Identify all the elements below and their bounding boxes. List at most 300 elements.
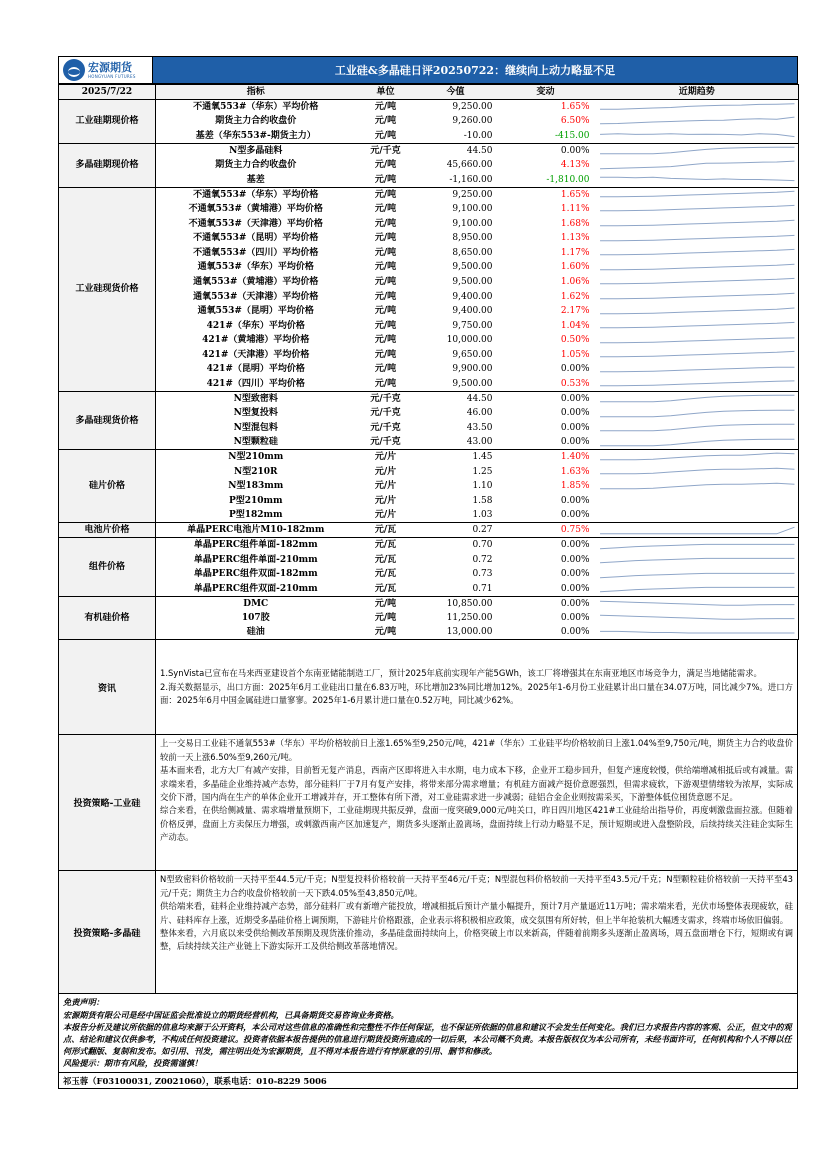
sparkline (598, 377, 797, 390)
disclaimer (58, 994, 798, 1072)
value-cell: 9,250.00 (452, 102, 493, 113)
unit-cell: 元/瓦 (356, 523, 416, 538)
unit-cell: 元/吨 (374, 335, 397, 346)
change-cell: 0.00% (560, 612, 590, 623)
change-cell: 1.40% (560, 452, 590, 463)
unit-cell: 元/瓦 (374, 540, 397, 551)
unit-cell: 元/千克 (370, 408, 401, 419)
sparkline (598, 421, 797, 434)
unit-cell: 元/吨 (374, 218, 397, 229)
change-cell: 0.00% (560, 598, 590, 609)
table-row (59, 304, 799, 319)
change-cell: 0.00% (496, 508, 596, 523)
date-header: 2025/7/22 (59, 85, 156, 100)
value-cell: 8,950.00 (452, 233, 493, 244)
disclaimer-heading: 免责声明： (63, 997, 104, 1008)
table-row (59, 435, 799, 450)
value-cell: 9,400.00 (452, 306, 493, 317)
table-row (59, 231, 799, 246)
change-cell: 1.11% (560, 203, 590, 214)
trend-cell (596, 435, 799, 450)
value-cell: 11,250.00 (446, 612, 493, 623)
sparkline (598, 524, 797, 537)
sparkline (598, 626, 797, 639)
value-cell: 9,500.00 (452, 276, 493, 287)
sparkline-series (600, 308, 794, 314)
indicator-name: P型210mm (228, 495, 283, 506)
sparkline (598, 144, 797, 157)
indicator-name: 421#（四川）平均价格 (156, 377, 356, 392)
sparkline (598, 334, 797, 347)
change-cell: 0.75% (496, 523, 596, 538)
trend-cell (596, 523, 799, 538)
value-cell: 0.27 (416, 523, 496, 538)
change-cell: 1.04% (560, 320, 590, 331)
table-row (59, 377, 799, 392)
value-header: 今值 (416, 85, 496, 100)
table-row (59, 582, 799, 597)
sparkline-series (600, 103, 794, 109)
unit-header: 单位 (356, 85, 416, 100)
indicator-name: 107胶 (241, 612, 270, 623)
table-row (59, 100, 799, 115)
indicator-name: 通氧553#（昆明）平均价格 (197, 306, 314, 317)
sparkline (598, 480, 797, 493)
group-category: 多晶硅期现价格 (59, 143, 156, 187)
strategy-poly-category: 投资策略-多晶硅 (59, 871, 156, 993)
report-header (58, 56, 798, 84)
value-cell: 10,000.00 (446, 335, 493, 346)
change-cell: 1.60% (560, 262, 590, 273)
table-row (59, 348, 799, 363)
trend-header: 近期趋势 (596, 85, 799, 100)
column-header-row (59, 85, 799, 100)
sparkline (598, 101, 797, 114)
change-cell: 1.17% (560, 247, 590, 258)
group-category: 有机硅价格 (59, 596, 156, 640)
sparkline (598, 568, 797, 581)
strategy-poly-section (58, 871, 798, 994)
sparkline (598, 275, 797, 288)
logo-icon (63, 59, 85, 81)
value-cell: 1.03 (416, 508, 496, 523)
indicator-name: 期货主力合约收盘价 (215, 160, 297, 171)
table-row (59, 552, 799, 567)
strategy-si-body (156, 735, 797, 870)
table-row (59, 114, 799, 129)
value-cell: 46.00 (466, 408, 493, 419)
sparkline-series (600, 439, 794, 446)
indicator-name: 通氧553#（天津港）平均价格 (193, 291, 319, 302)
trend-cell (596, 333, 799, 348)
unit-cell: 元/千克 (370, 393, 401, 404)
trend-cell (596, 552, 799, 567)
sparkline (598, 115, 797, 128)
sparkline (598, 261, 797, 274)
indicator-name: 单晶PERC组件双面-182mm (193, 569, 318, 580)
table-row (59, 391, 799, 406)
trend-cell (596, 216, 799, 231)
trend-cell (596, 348, 799, 363)
unit-cell: 元/千克 (370, 422, 401, 433)
value-cell: 9,100.00 (452, 218, 493, 229)
unit-cell: 元/片 (356, 508, 416, 523)
indicator-name: 单晶PERC组件单面-210mm (193, 554, 318, 565)
sparkline-series (600, 134, 794, 137)
strategy-si-paragraph-3: 综合来看，在供给侧减量、需求端增量预期下，工业硅期现共振反弹，盘面一度突破9,000元/吨关口，昨日四川地区421#工业硅给出指导价，再度刺激盘面拉涨。但随着价格反弹，盘面上方卖保压力增强，或刺激西南产区加速复产，期货多头逐渐止盈离场，盘面持续上行动力略显不足，预计短期或进入盘整阶段，后续持续关注硅企实际生产动态。 (160, 805, 793, 843)
unit-cell: 元/吨 (374, 247, 397, 258)
sparkline (598, 246, 797, 259)
trend-cell (596, 275, 799, 290)
trend-cell (596, 245, 799, 260)
sparkline (598, 305, 797, 318)
trend-cell (596, 100, 799, 115)
value-cell: 9,400.00 (452, 291, 493, 302)
sparkline-series (600, 148, 794, 155)
value-cell: 9,250.00 (452, 189, 493, 200)
indicator-name: 不通氧553#（黄埔港）平均价格 (188, 203, 323, 214)
analyst-contact: 祁玉蓉（F03100031, Z0021060），联系电话：010-8229 5006 (58, 1073, 798, 1089)
table-row (59, 158, 799, 173)
value-cell: 9,900.00 (452, 364, 493, 375)
change-cell: 0.00% (496, 435, 596, 450)
sparkline-series (600, 235, 794, 240)
trend-cell (596, 421, 799, 436)
value-cell: 9,500.00 (452, 262, 493, 273)
table-row (59, 275, 799, 290)
group-category: 多晶硅现货价格 (59, 391, 156, 449)
trend-cell (596, 450, 799, 465)
sparkline-series (600, 177, 794, 180)
indicator-name: 421#（黄埔港）平均价格 (202, 335, 310, 346)
sparkline (598, 129, 797, 142)
sparkline (598, 319, 797, 332)
value-cell: 9,260.00 (452, 116, 493, 127)
price-table (58, 84, 799, 640)
group-category: 工业硅期现价格 (59, 100, 156, 144)
value-cell: 9,500.00 (416, 377, 496, 392)
indicator-name: 421#（昆明）平均价格 (206, 364, 305, 375)
value-cell: 43.00 (416, 435, 496, 450)
sparkline (598, 159, 797, 172)
unit-cell: 元/吨 (374, 612, 397, 623)
value-cell: 9,750.00 (452, 320, 493, 331)
table-row (59, 129, 799, 144)
news-category: 资讯 (59, 640, 156, 734)
trend-cell (596, 611, 799, 626)
trend-cell (596, 304, 799, 319)
trend-cell (596, 143, 799, 158)
change-cell: -415.00 (496, 129, 596, 144)
indicator-name: 基差 (156, 172, 356, 187)
news-paragraph-1: 1.SynVista已宣布在马来西亚建设首个东南亚储能制造工厂，预计2025年底前实现年产能5GWh，该工厂将增强其在东南亚地区市场竞争力，满足当地储能需求。 (160, 668, 762, 679)
report-sheet (58, 56, 798, 1089)
unit-cell: 元/吨 (374, 116, 397, 127)
strategy-poly-paragraph-3: 整体来看，六月底以来受供给侧改革预期及现货涨价推动，多晶硅盘面持续向上，价格突破上市以来新高，伴随着前期多头逐渐止盈离场，周五盘面增仓下行，短期或有调整，后续持续关注产业链上下游实际开工及供给侧改革落地情况。 (160, 928, 793, 952)
table-row (59, 143, 799, 158)
indicator-name: 不通氧553#（天津港）平均价格 (188, 218, 323, 229)
change-cell: 1.06% (560, 276, 590, 287)
value-cell: 0.73 (472, 569, 493, 580)
change-cell: 4.13% (560, 160, 590, 171)
value-cell: 44.50 (466, 393, 493, 404)
sparkline (598, 188, 797, 201)
trend-cell (596, 508, 799, 523)
indicator-name: N型颗粒硅 (156, 435, 356, 450)
logo-en-text: HONGYUAN FUTURES (88, 73, 136, 79)
unit-cell: 元/吨 (374, 102, 397, 113)
value-cell: 1.10 (472, 481, 493, 492)
sparkline-series (600, 161, 794, 169)
sparkline-series (600, 396, 794, 403)
sparkline-series (600, 191, 794, 197)
sparkline-series (600, 544, 794, 548)
sparkline-series (600, 587, 794, 591)
indicator-name: 421#（天津港）平均价格 (202, 349, 310, 360)
value-cell: 9,650.00 (452, 349, 493, 360)
indicator-name: N型183mm (228, 481, 284, 492)
table-row (59, 318, 799, 333)
change-cell: -1,810.00 (496, 172, 596, 187)
trend-cell (596, 158, 799, 173)
trend-cell (596, 187, 799, 202)
unit-cell: 元/吨 (374, 189, 397, 200)
table-row (59, 216, 799, 231)
strategy-si-section (58, 735, 798, 871)
sparkline-series (600, 323, 794, 328)
value-cell: 1.58 (472, 495, 493, 506)
sparkline (598, 173, 797, 186)
unit-cell: 元/瓦 (374, 554, 397, 565)
unit-cell: 元/吨 (374, 320, 397, 331)
table-row (59, 508, 799, 523)
sparkline-series (600, 367, 794, 371)
logo-cn-text: 宏源期货 (88, 60, 132, 74)
news-paragraph-2: 2.海关数据显示，出口方面：2025年6月工业硅出口量在6.83万吨，环比增加23%同比增加12%。2025年1-6月份工业硅累计出口量在34.07万吨，同比减少7%。进口方面：2025年6月中国金属硅进口量寥寥。2025年1-6月累计进口量在0.52万吨，同比减少62%。 (160, 681, 793, 706)
table-row (59, 596, 799, 611)
change-cell: 1.68% (560, 218, 590, 229)
sparkline-series (600, 220, 794, 226)
strategy-si-paragraph-1: 上一交易日工业硅不通氧553#（华东）平均价格较前日上涨1.65%至9,250元/吨，421#（华东）工业硅平均价格较前日上涨1.04%至9,750元/吨，期货主力合约收盘价较前一天上涨6.50%至9,260元/吨。 (160, 738, 793, 762)
indicator-name: 不通氧553#（昆明）平均价格 (193, 233, 319, 244)
table-row (59, 523, 799, 538)
unit-cell: 元/吨 (356, 625, 416, 640)
trend-cell (596, 406, 799, 421)
trend-cell (596, 129, 799, 144)
trend-cell (596, 260, 799, 275)
unit-cell: 元/吨 (356, 129, 416, 144)
unit-cell: 元/吨 (374, 291, 397, 302)
unit-cell: 元/吨 (356, 377, 416, 392)
unit-cell: 元/千克 (370, 145, 401, 156)
report-title: 工业硅&多晶硅日评20250722：继续向上动力略显不足 (153, 57, 797, 83)
indicator-name: N型210mm (228, 452, 284, 463)
strategy-si-category: 投资策略-工业硅 (59, 735, 156, 870)
change-cell: 1.65% (560, 102, 590, 113)
change-cell: 0.00% (560, 364, 590, 375)
sparkline (598, 582, 797, 595)
sparkline-series (600, 631, 794, 633)
unit-cell: 元/吨 (374, 598, 397, 609)
sparkline-series (600, 527, 794, 534)
change-cell: 0.00% (560, 540, 590, 551)
sparkline-series (600, 206, 794, 211)
unit-cell: 元/瓦 (374, 569, 397, 580)
table-row (59, 289, 799, 304)
sparkline (598, 202, 797, 215)
indicator-name: 通氧553#（黄埔港）平均价格 (193, 276, 319, 287)
table-row (59, 625, 799, 640)
sparkline-series (600, 425, 794, 432)
indicator-name: 单晶PERC电池片M10-182mm (156, 523, 356, 538)
unit-cell: 元/片 (374, 481, 397, 492)
table-row (59, 245, 799, 260)
sparkline (598, 597, 797, 610)
indicator-name: 通氧553#（华东）平均价格 (197, 262, 314, 273)
trend-cell (596, 625, 799, 640)
unit-cell: 元/片 (374, 466, 397, 477)
value-cell: 10,850.00 (446, 598, 493, 609)
indicator-name: 不通氧553#（华东）平均价格 (193, 102, 319, 113)
indicator-name: N型多晶硅料 (229, 145, 283, 156)
indicator-name: 单晶PERC组件双面-210mm (156, 582, 356, 597)
indicator-name: 单晶PERC组件单面-182mm (193, 540, 318, 551)
unit-cell: 元/片 (374, 452, 397, 463)
sparkline (598, 290, 797, 303)
trend-cell (596, 479, 799, 494)
disclaimer-line-3: 风险提示：期市有风险，投资需谨慎！ (63, 1058, 203, 1069)
value-cell: 9,100.00 (452, 203, 493, 214)
indicator-name: 硅油 (156, 625, 356, 640)
group-category: 电池片价格 (59, 523, 156, 538)
value-cell: 1.25 (472, 466, 493, 477)
sparkline (598, 553, 797, 566)
change-cell: 1.63% (560, 466, 590, 477)
change-cell: 0.50% (560, 335, 590, 346)
change-cell: 0.00% (560, 422, 590, 433)
company-logo (59, 57, 153, 83)
value-cell: 0.70 (472, 540, 493, 551)
value-cell: -10.00 (416, 129, 496, 144)
change-cell: 0.00% (496, 625, 596, 640)
sparkline-series (600, 483, 794, 489)
value-cell: -1,160.00 (416, 172, 496, 187)
sparkline-series (600, 293, 794, 299)
trend-cell (596, 362, 799, 377)
unit-cell: 元/吨 (374, 203, 397, 214)
indicator-name: P型182mm (156, 508, 356, 523)
sparkline (598, 465, 797, 478)
sparkline-series (600, 117, 794, 124)
sparkline-series (600, 410, 794, 417)
unit-cell: 元/瓦 (356, 582, 416, 597)
strategy-si-paragraph-2: 基本面来看，北方大厂有减产安排，目前暂无复产消息，西南产区即将进入丰水期，电力成本下移，企业开工稳步回升，但复产速度较慢，供给端增减相抵后或有减量。需求端来看，多晶硅企业维持减产态势，部分硅料厂于7月有复产安排，将带来部分需求增量；有机硅方面减产挺价意愿强烈，但需求疲软，下游观望情绪较为浓厚，实际成交价下滑，国内尚在生产的单体企业开工增减并存，开工整体有所下滑，对工业硅需求进一步减弱；硅铝合金企业则按需采买，下游整体低位囤货意愿不足。 (160, 765, 793, 802)
change-cell: 0.00% (560, 408, 590, 419)
table-row (59, 421, 799, 436)
sparkline-series (600, 468, 794, 474)
sparkline (598, 363, 797, 376)
sparkline (598, 232, 797, 245)
price-table-body (59, 100, 799, 640)
unit-cell: 元/吨 (374, 233, 397, 244)
change-cell: 0.00% (560, 554, 590, 565)
value-cell: 0.72 (472, 554, 493, 565)
indicator-name: 不通氧553#（四川）平均价格 (193, 247, 319, 258)
indicator-name: N型复投料 (233, 408, 278, 419)
change-cell: 0.53% (496, 377, 596, 392)
change-cell: 1.65% (560, 189, 590, 200)
unit-cell: 元/吨 (374, 306, 397, 317)
group-category: 组件价格 (59, 538, 156, 596)
trend-cell (596, 464, 799, 479)
trend-cell (596, 377, 799, 392)
strategy-poly-paragraph-1: N型致密料价格较前一天持平至44.5元/千克；N型复投料价格较前一天持平至46元/千克；N型混包料价格较前一天持平至43.5元/千克；N型颗粒硅价格较前一天持平至43元/千克；期货主力合约收盘价格较前一天下跌4.05%至43,850元/吨。 (160, 874, 793, 898)
indicator-header: 指标 (156, 85, 356, 100)
table-row (59, 611, 799, 626)
unit-cell: 元/吨 (374, 160, 397, 171)
unit-cell: 元/吨 (374, 349, 397, 360)
table-row (59, 202, 799, 217)
value-cell: 13,000.00 (416, 625, 496, 640)
indicator-name: 不通氧553#（华东）平均价格 (193, 189, 319, 200)
sparkline (598, 217, 797, 230)
indicator-name: 基差（华东553#-期货主力） (156, 129, 356, 144)
trend-cell (596, 318, 799, 333)
trend-cell (596, 391, 799, 406)
disclaimer-line-1: 宏源期货有限公司是经中国证监会批准设立的期货经营机构，已具备期货交易咨询业务资格。 (63, 1009, 399, 1020)
unit-cell: 元/吨 (374, 364, 397, 375)
sparkline-series (600, 338, 794, 343)
group-category: 硅片价格 (59, 450, 156, 523)
table-row (59, 333, 799, 348)
group-category: 工业硅现货价格 (59, 187, 156, 391)
change-cell: 1.62% (560, 291, 590, 302)
change-cell: 1.13% (560, 233, 590, 244)
change-cell: 1.85% (560, 481, 590, 492)
sparkline (598, 539, 797, 552)
table-row (59, 494, 799, 509)
trend-cell (596, 289, 799, 304)
table-row (59, 450, 799, 465)
sparkline (598, 451, 797, 464)
value-cell: 43.50 (466, 422, 493, 433)
disclaimer-line-2: 本报告分析及建议所依据的信息均来源于公开资料，本公司对这些信息的准确性和完整性不作任何保证，也不保证所依据的信息和建议不会发生任何变化。我们已力求报告内容的客观、公正，但文中的观点、结论和建议仅供参考，不构成任何投资建议。投资者依据本报告提供的信息进行期货投资所造成的一切后果，本公司概不负责。本报告版权仅为本公司所有，未经书面许可，任何机构和个人不得以任何形式翻版、复制和发布。如引用、刊发，需注明出处为宏源期货，且不得对本报告进行有悖原意的引用、删节和修改。 (63, 1021, 792, 1057)
change-cell: 1.05% (560, 349, 590, 360)
strategy-poly-paragraph-2: 供给端来看，硅料企业维持减产态势，部分硅料厂或有新增产能投放，增减相抵后预计产量小幅提升，预计7月产量逼近11万吨；需求端来看，光伏市场整体表现疲软，硅片、硅料库存上涨，近期受多晶硅价格上调预期，下游硅片价格跟涨，企业表示将积极相应政策，成交氛围有所好转，但上半年抢装机大幅透支需求，终端市场依旧偏弱。 (160, 901, 793, 925)
sparkline-series (600, 559, 794, 563)
unit-cell: 元/吨 (356, 172, 416, 187)
sparkline-series (600, 573, 794, 577)
sparkline-series (600, 352, 794, 357)
table-row (59, 187, 799, 202)
table-row (59, 406, 799, 421)
trend-cell (596, 202, 799, 217)
sparkline (598, 436, 797, 449)
trend-cell (596, 494, 799, 509)
unit-cell: 元/千克 (356, 435, 416, 450)
sparkline (598, 407, 797, 420)
indicator-name: N型致密料 (233, 393, 278, 404)
trend-cell (596, 172, 799, 187)
change-header: 变动 (496, 85, 596, 100)
sparkline (598, 611, 797, 624)
trend-cell (596, 582, 799, 597)
sparkline-series (600, 601, 794, 605)
change-cell: 0.00% (560, 393, 590, 404)
strategy-poly-body (156, 871, 797, 993)
unit-cell: 元/吨 (374, 262, 397, 273)
change-cell: 0.00% (560, 145, 590, 156)
